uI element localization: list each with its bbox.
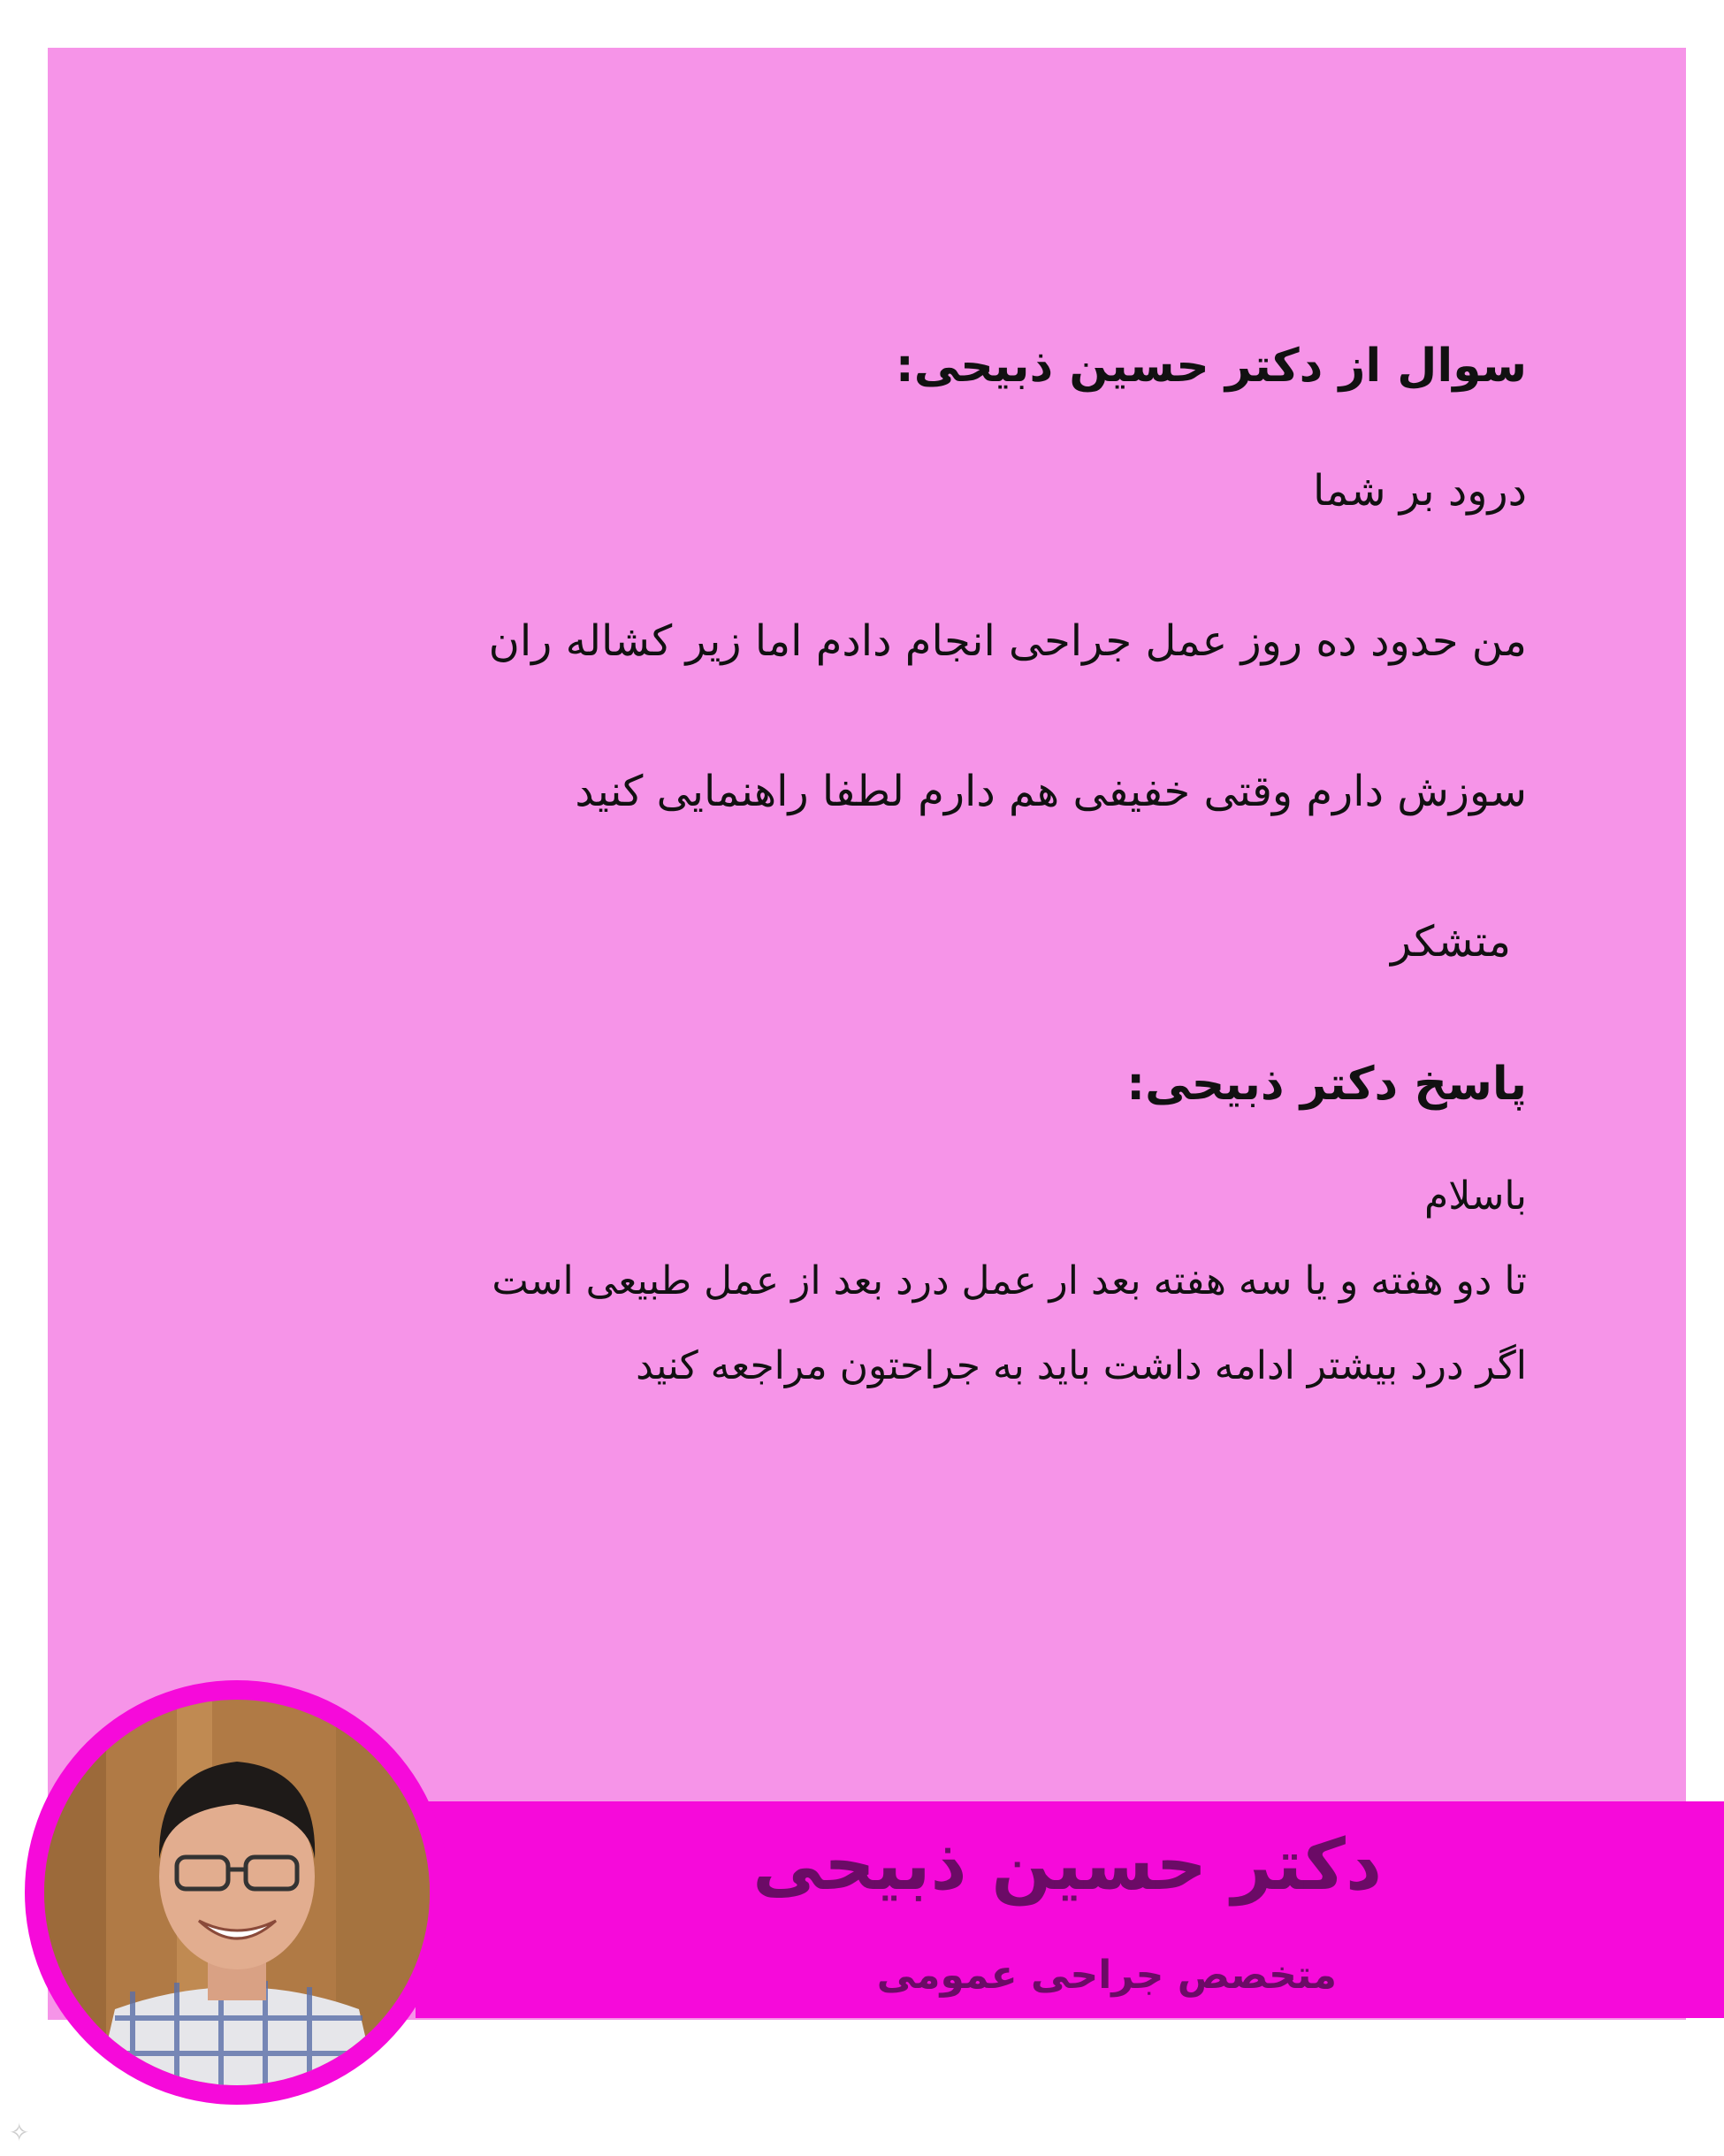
answer-line: باسلام <box>1423 1174 1527 1219</box>
answer-line: اگر درد بیشتر ادامه داشت باید به جراحتون مراجعه کنید <box>636 1343 1527 1388</box>
question-line: درود بر شما <box>1312 466 1527 516</box>
doctor-photo-frame <box>25 1680 449 2105</box>
question-line: متشکر <box>1390 917 1511 967</box>
watermark-icon: ✧ <box>9 2118 30 2147</box>
answer-heading: پاسخ دکتر ذبیحی: <box>1126 1058 1527 1111</box>
doctor-photo <box>44 1700 430 2085</box>
question-line: سوزش دارم وقتی خفیفی هم دارم لطفا راهنمایی کنید <box>575 767 1527 816</box>
qa-content <box>289 334 1527 1394</box>
question-line: من حدود ده روز عمل جراحی انجام دادم اما زیر کشاله ران <box>488 616 1527 666</box>
doctor-name: دکتر حسین ذبیحی <box>752 1823 1382 1906</box>
answer-line: تا دو هفته و یا سه هفته بعد ار عمل درد بعد از عمل طبیعی است <box>492 1258 1527 1304</box>
question-heading: سوال از دکتر حسین ذبیحی: <box>895 340 1527 393</box>
doctor-specialty: متخصص جراحی عمومی <box>876 1953 1337 1998</box>
